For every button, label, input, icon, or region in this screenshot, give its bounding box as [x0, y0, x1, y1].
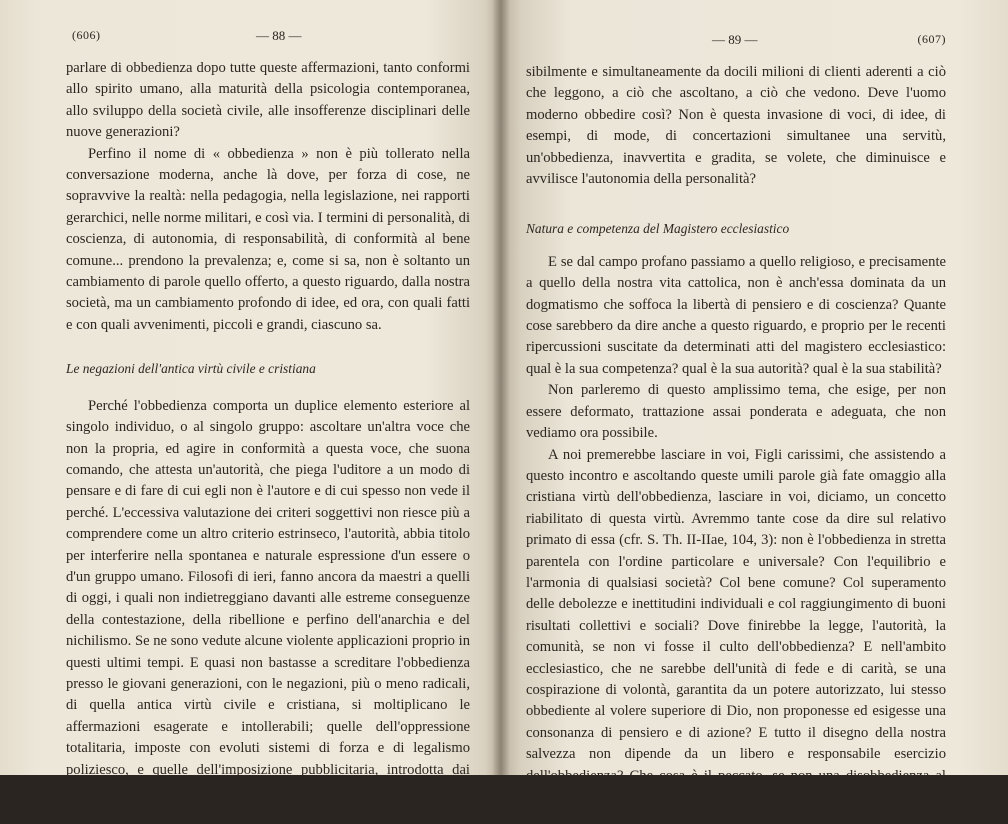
right-page-ref: (607) [917, 32, 946, 46]
paragraph: A noi premerebbe lasciare in voi, Figli carissimi, che assistendo a questo incontro e ascoltando queste umili parole già fate omaggio alla cristiana virtù dell'obbedienza, lasciare in voi, diciamo, un concetto riabilitato di questa virtù. Avremmo tante cose da dire sul relativo primato di essa (cfr. S. Th. II-IIae, 104, 3): non è l'obbedienza in stretta parentela con l'ordine particolare e universale? Con l'equilibrio e l'armonia di qualsiasi società? Col bene comune? Col superamento delle debolezze e inettitudini individuali e col raggiungimento di buoni risultati collettivi e sociali? Dove finirebbe la legge, l'autorità, la comunità, se non vi fosse il culto dell'obbedienza? E nell'ambito ecclesiastico, che ne sarebbe dell'unità di fede e di carità, se una cospirazione di volontà, garantita da un potere autorizzato, lui stesso obbediente al volere superiore di Dio, non proponesse ed esigesse una consonanza di pensiero e di azione? E tutto il disegno della nostra salvezza non dipende da un libero e responsabile esercizio dell'obbedienza? Che cosa è il peccato, se non una disobbedienza al comando [526, 446, 946, 805]
left-page-ref: (606) [72, 28, 101, 42]
right-page [500, 0, 1008, 805]
section-title: Le negazioni dell'antica virtù civile e cristiana [66, 361, 316, 377]
right-running-head [526, 32, 946, 62]
book-gutter [492, 0, 510, 775]
paragraph: Non parleremo di questo amplissimo tema, che esige, per non essere deformato, trattazione assai ponderata e adeguata, che non vediamo ora possibile. [526, 382, 946, 442]
paragraph: parlare di obbedienza dopo tutte queste affermazioni, tanto conformi allo spirito umano, alla maturità della psicologia contemporanea, allo sviluppo della società civile, alle insofferenze disciplinari delle nuove generazioni? [66, 60, 470, 141]
right-page-body [526, 62, 946, 808]
left-running-head [66, 28, 470, 58]
section-title: Natura e competenza del Magistero ecclesiastico [526, 221, 790, 237]
paragraph: Perché l'obbedienza comporta un duplice elemento esteriore al singolo individuo, o al singolo gruppo: ascoltare un'altra voce che non la propria, ed agire in conformità a questa voce, che suona comando, che attesta un'autorità, che piega l'uditore a un modo di pensare e di fare di cui egli non è l'autore e di cui spesso non vede il perché. L'eccessiva valutazione dei criteri soggettivi non riesce più a comprendere come un altro criterio estrinseco, l'autorità, abbia titolo per interferire nella spontanea e naturale espressione d'un essere o d'un gruppo umano. Filosofi di ieri, fanno ancora da maestri a quelli di oggi, i quali non indietreggiano davanti alle estreme conseguenze della contestazione, della ribellione e perfino dell'anarchia e del nichilismo. Se ne sono vedute alcune violente applicazioni proprio in questi ultimi tempi. E quasi non bastasse a screditare l'obbedienza presso le giovani generazioni, con le negazioni, più o meno radicali, di quella antica virtù civile e cristiana, si moltiplicano le affermazioni esagerate e intollerabili; quelle dell'oppressione totalitaria, imposte con evoluti sistemi di forza e di legalismo poliziesco, e quelle dell'imposizione pubblicitaria, introdotta dai formidabili mezzi di comunicazione « di massa », come ora si dice, accolta insen- [66, 397, 470, 821]
right-page-number: — 89 — [712, 32, 758, 47]
paragraph: E se dal campo profano passiamo a quello religioso, e precisamente a quello della nostra vita cattolica, non è anch'essa dominata da un dogmatismo che soffoca la libertà di pensiero e di coscienza? Quante cose sarebbero da dire anche a questo riguardo, e proprio per le recenti ripercussioni suscitate da determinati atti del magistero ecclesiastico: qual è la sua competenza? qual è la sua autorità? qual è la sua stabilità? [526, 253, 946, 377]
left-page-number: — 88 — [256, 28, 302, 43]
left-page [0, 0, 500, 821]
paragraph: Perfino il nome di « obbedienza » non è più tollerato nella conversazione moderna, anche là dove, per forza di cose, ne sopravvive la realtà: nella pedagogia, nella legislazione, nei rapporti gerarchici, nelle norme militari, e così via. I termini di personalità, di coscienza, di autonomia, di responsabilità, di conformità al bene comune... prendono la prevalenza; e, come si sa, non è soltanto un cambiamento di parole quello offerto, a questo riguardo, dalla nostra società, ma un cambiamento profondo di idee, ed ora, con quali fatti e con quali avvenimenti, piccoli e grandi, ciascuno sa. [66, 145, 470, 333]
paragraph: sibilmente e simultaneamente da docili milioni di clienti aderenti a ciò che leggono, a ciò che ascoltano, a ciò che vedono. Deve l'uomo moderno obbedire così? Non è questa invasione di voci, di idee, di esempi, di mode, di concertazioni simultanee una servitù, un'obbedienza, inavvertita e gradita, se volete, che diminuisce e avvilisce l'autonomia della personalità? [526, 64, 946, 188]
left-page-body [66, 58, 470, 824]
